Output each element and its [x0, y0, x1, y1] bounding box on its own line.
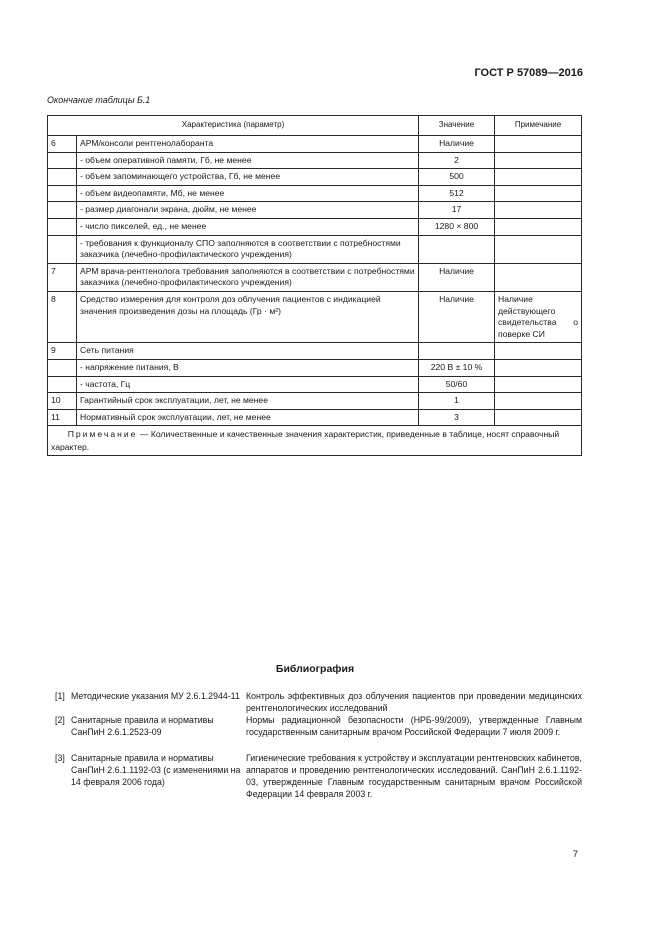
row-number-cell: 7	[48, 263, 77, 291]
table-row	[48, 343, 582, 360]
characteristics-table	[47, 115, 582, 456]
bibliography-item-document: Санитарные правила и нормативы СанПиН 2.6.1.2523-09	[71, 715, 214, 738]
table-caption: Окончание таблицы Б.1	[47, 95, 151, 105]
bibliography-item-text: Нормы радиационной безопасности (НРБ-99/2009), утвержденные Главным государственным санитарным врачом Российской Федерации 7 июля 2009 г.	[246, 715, 582, 738]
row-characteristic-cell: - требования к функционалу СПО заполняются в соответствии с потребностями заказчика (лечебно-профилактического учреждения)	[77, 235, 419, 263]
table-header-row	[48, 116, 582, 136]
row-characteristic-cell: - частота, Гц	[77, 376, 419, 393]
bibliography-item	[55, 752, 585, 802]
column-header-value: Значение	[419, 116, 495, 136]
row-note-cell	[495, 169, 582, 186]
row-number-cell	[48, 376, 77, 393]
row-characteristic-cell: Сеть питания	[77, 343, 419, 360]
row-number-cell	[48, 235, 77, 263]
table-row	[48, 409, 582, 426]
row-value-cell: 1	[419, 393, 495, 410]
table-row	[48, 291, 582, 342]
row-characteristic-cell: - объем оперативной памяти, Гб, не менее	[77, 152, 419, 169]
table-row	[48, 263, 582, 291]
page-number: 7	[572, 849, 578, 860]
row-note-cell	[495, 218, 582, 235]
row-note-cell	[495, 263, 582, 291]
bibliography-item-text: Гигиенические требования к устройству и эксплуатации рентгеновских кабинетов, аппаратов и проведению рентгенологических исследований. СанПиН 2.6.1.1192-03, утвержденные Главным государственным санитарным врачом Российской Федерации 14 февраля 2003 г.	[246, 753, 582, 800]
table-row	[48, 202, 582, 219]
row-note-cell	[495, 409, 582, 426]
row-value-cell: 220 В ± 10 %	[419, 359, 495, 376]
row-characteristic-cell: - число пикселей, ед., не менее	[77, 218, 419, 235]
row-note-cell	[495, 359, 582, 376]
bibliography-title: Библиография	[275, 663, 355, 675]
row-number-cell	[48, 202, 77, 219]
row-note-cell	[495, 343, 582, 360]
row-number-cell	[48, 218, 77, 235]
row-characteristic-cell: - объем запоминающего устройства, Гб, не менее	[77, 169, 419, 186]
row-value-cell: 3	[419, 409, 495, 426]
row-number-cell	[48, 152, 77, 169]
row-value-cell: 512	[419, 185, 495, 202]
row-number-cell: 10	[48, 393, 77, 410]
row-characteristic-cell: Гарантийный срок эксплуатации, лет, не менее	[77, 393, 419, 410]
row-note-cell	[495, 376, 582, 393]
row-value-cell: 500	[419, 169, 495, 186]
footnote-label: Примечание	[67, 429, 138, 440]
row-value-cell: Наличие	[419, 291, 495, 342]
bibliography-item-document: Санитарные правила и нормативы СанПиН 2.6.1.1192-03 (с изменениями на 14 февраля 2006 года)	[71, 753, 241, 788]
bibliography-item-text: Контроль эффективных доз облучения пациентов при проведении медицинских рентгенологических исследований	[246, 691, 582, 714]
bibliography-item-document: Методические указания МУ 2.6.1.2944-11	[71, 691, 240, 701]
row-characteristic-cell: - напряжение питания, В	[77, 359, 419, 376]
row-characteristic-cell: АРМ врача-рентгенолога требования заполняются в соответствии с потребностями заказчика (лечебно-профилактического учреждения)	[77, 263, 419, 291]
column-header-note: Примечание	[495, 116, 582, 136]
bibliography-item-number: [3]	[55, 753, 65, 763]
row-number-cell	[48, 185, 77, 202]
table-row	[48, 152, 582, 169]
row-characteristic-cell: Нормативный срок эксплуатации, лет, не менее	[77, 409, 419, 426]
row-value-cell: Наличие	[419, 136, 495, 153]
row-number-cell: 11	[48, 409, 77, 426]
table-row	[48, 218, 582, 235]
row-number-cell: 6	[48, 136, 77, 153]
table-footnote	[48, 426, 582, 456]
bibliography-item	[55, 714, 585, 754]
row-value-cell	[419, 235, 495, 263]
table-row	[48, 185, 582, 202]
row-note-cell	[495, 393, 582, 410]
row-value-cell: 1280 × 800	[419, 218, 495, 235]
row-characteristic-cell: - размер диагонали экрана, дюйм, не менее	[77, 202, 419, 219]
row-value-cell: 17	[419, 202, 495, 219]
row-note-cell: Наличие действующего свидетельства о поверке СИ	[495, 291, 582, 342]
table-row	[48, 235, 582, 263]
row-note-cell	[495, 136, 582, 153]
row-characteristic-cell: Средство измерения для контроля доз облучения пациентов с индикацией значения произведения дозы на площадь (Гр · м²)	[77, 291, 419, 342]
row-note-cell	[495, 202, 582, 219]
footnote-text: — Количественные и качественные значения характеристик, приведенные в таблице, носят справочный характер.	[51, 429, 560, 452]
table-row	[48, 393, 582, 410]
row-number-cell	[48, 359, 77, 376]
row-value-cell: Наличие	[419, 263, 495, 291]
bibliography-item-number: [2]	[55, 715, 65, 725]
table-row	[48, 169, 582, 186]
bibliography-item-number: [1]	[55, 691, 65, 701]
row-number-cell: 9	[48, 343, 77, 360]
row-note-cell	[495, 235, 582, 263]
row-number-cell	[48, 169, 77, 186]
column-header-characteristic: Характеристика (параметр)	[48, 116, 419, 136]
table-row	[48, 359, 582, 376]
document-standard-number: ГОСТ Р 57089—2016	[474, 67, 583, 79]
row-value-cell: 50/60	[419, 376, 495, 393]
row-characteristic-cell: АРМ/консоли рентгенолаборанта	[77, 136, 419, 153]
row-value-cell: 2	[419, 152, 495, 169]
row-note-cell	[495, 152, 582, 169]
table-row	[48, 136, 582, 153]
table-row	[48, 376, 582, 393]
row-value-cell	[419, 343, 495, 360]
table-footnote-row	[48, 426, 582, 456]
row-number-cell: 8	[48, 291, 77, 342]
row-note-cell	[495, 185, 582, 202]
row-characteristic-cell: - объем видеопамяти, Мб, не менее	[77, 185, 419, 202]
